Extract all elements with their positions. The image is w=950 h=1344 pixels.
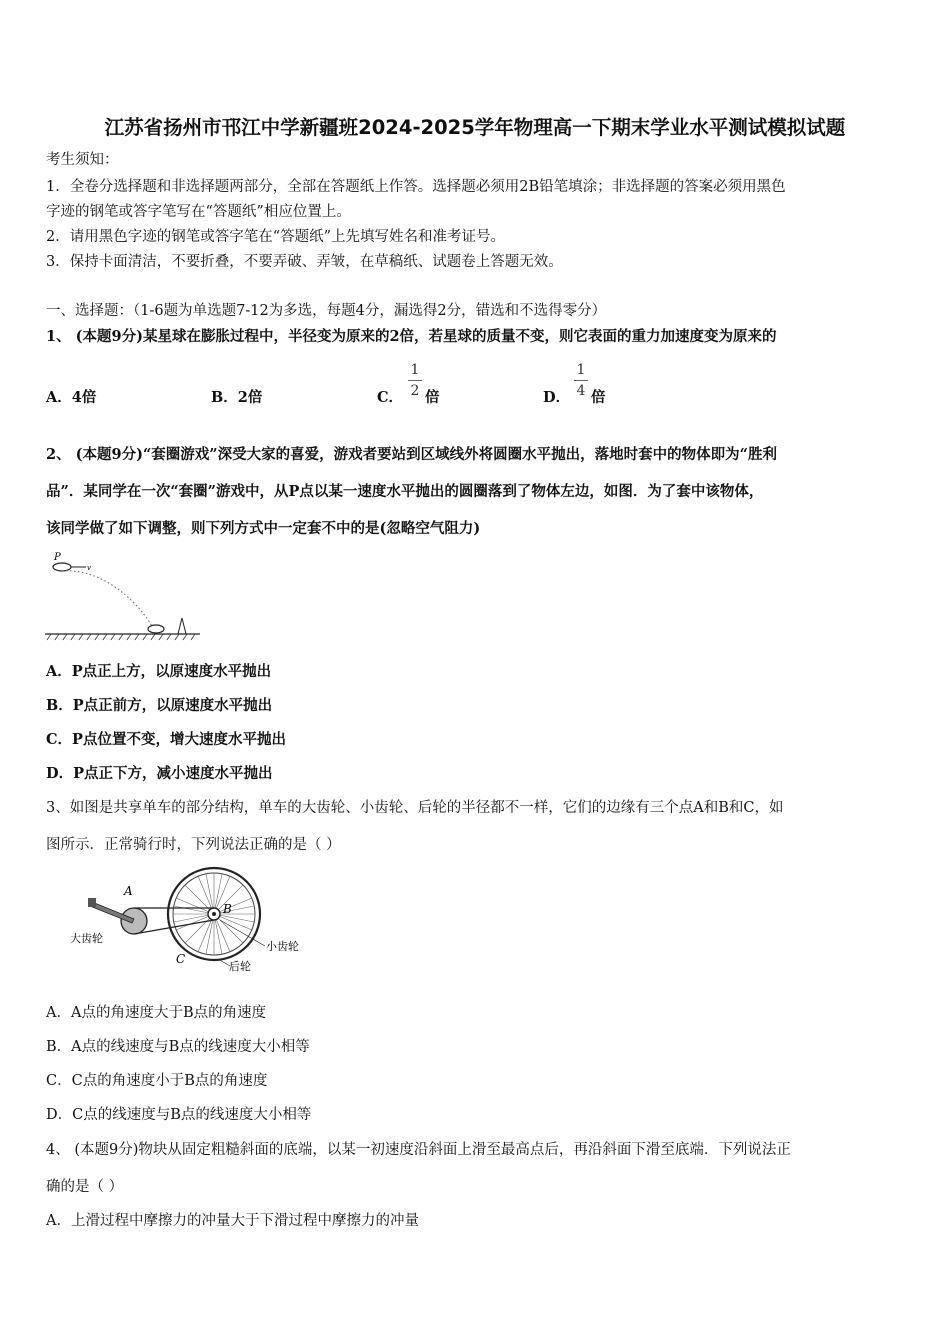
q2-stem-line-2: 品”．某同学在一次“套圈”游戏中，从P点以某一速度水平抛出的圆圈落到了物体左边，如图．为了套中该物体， — [46, 483, 764, 500]
q3-option-c: C．C点的角速度小于B点的角速度 — [46, 1073, 268, 1089]
q3-option-d: D．C点的线速度与B点的线速度大小相等 — [46, 1107, 312, 1123]
q3-stem-text: 3、如图是共享单车的部分结构，单车的大齿轮、小齿轮、后轮的半径都不一样，它们的边缘有三个点A和B和C，如 — [46, 800, 784, 816]
label-point-c: C — [176, 952, 186, 966]
q2-stem-line-3: 该同学做了如下调整，则下列方式中一定套不中的是(忽略空气阻力) — [46, 520, 481, 537]
q1-option-d-label: D． — [543, 389, 571, 406]
q1-stem: 1、 (本题9分)某星球在膨胀过程中，半径变为原来的2倍，若星球的质量不变，则它表面的重力加速度变为原来的 — [46, 328, 777, 345]
q1-option-d-fraction — [574, 362, 588, 399]
q3-option-b: B．A点的线速度与B点的线速度大小相等 — [46, 1039, 310, 1055]
q1-option-c-unit: 倍 — [425, 389, 440, 406]
fraction-numerator: 1 — [576, 362, 586, 378]
q1-option-b: B．2倍 — [211, 389, 263, 406]
exam-title: 江苏省扬州市邗江中学新疆班2024-2025学年物理高一下期末学业水平测试模拟试题 — [104, 116, 846, 139]
fraction-denominator: 2 — [410, 383, 420, 399]
q1-option-a: A．4倍 — [46, 389, 97, 406]
label-point-a: A — [124, 884, 133, 898]
notice-item-1: 1．全卷分选择题和非选择题两部分，全部在答题纸上作答。选择题必须用2B铅笔填涂；非选择题的答案必须用黑色 — [46, 179, 786, 195]
q3-stem-line-1 — [46, 798, 783, 818]
notice-item-2: 2．请用黑色字迹的钢笔或答字笔在“答题纸”上先填写姓名和准考证号。 — [46, 229, 506, 245]
q2-stem-line-1: 2、 (本题9分)“套圈游戏”深受大家的喜爱，游戏者要站到区域线外将圆圈水平抛出，落地时套中的物体即为“胜利 — [46, 446, 777, 463]
fraction-denominator: 4 — [576, 383, 586, 399]
section-heading: 一、选择题：（1-6题为单选题7-12为多选，每题4分，漏选得2分，错选和不选得零分） — [46, 303, 607, 319]
ring-toss-figure — [40, 548, 210, 644]
figure-label-p: P — [54, 552, 61, 563]
figure-label-v: v — [87, 564, 91, 572]
bicycle-gear-figure — [62, 862, 322, 977]
label-big-gear: 大齿轮 — [70, 932, 103, 945]
q4-stem-line-1: 4、 (本题9分)物块从固定粗糙斜面的底端，以某一初速度沿斜面上滑至最高点后，再沿斜面下滑至底端．下列说法正 — [46, 1142, 791, 1158]
q3-option-a: A．A点的角速度大于B点的角速度 — [46, 1005, 267, 1021]
q1-option-c-label: C． — [377, 389, 404, 406]
label-rear-wheel: 后轮 — [229, 960, 251, 973]
fraction-numerator: 1 — [410, 362, 420, 378]
pedal — [88, 898, 96, 907]
ground-hatching — [47, 634, 195, 640]
notice-item-1-cont: 字迹的钢笔或答字笔写在“答题纸”相应位置上。 — [46, 204, 351, 220]
label-small-gear: 小齿轮 — [266, 940, 299, 953]
target-object — [178, 618, 186, 634]
q2-option-a: A．P点正上方，以原速度水平抛出 — [46, 663, 272, 680]
q2-option-b: B．P点正前方，以原速度水平抛出 — [46, 697, 273, 714]
q2-option-c: C．P点位置不变，增大速度水平抛出 — [46, 731, 286, 748]
label-point-b: B — [223, 902, 232, 916]
trajectory-curve — [62, 571, 152, 626]
landed-ring — [148, 625, 164, 633]
ring-icon — [53, 563, 71, 571]
notice-item-3: 3．保持卡面清洁，不要折叠，不要弄破、弄皱，在草稿纸、试题卷上答题无效。 — [46, 254, 563, 270]
q1-option-c-fraction — [408, 362, 422, 399]
q4-stem-line-2: 确的是（ ） — [46, 1179, 124, 1195]
q3-stem-line-2: 图所示．正常骑行时，下列说法正确的是（ ） — [46, 837, 341, 853]
q2-option-d: D．P点正下方，减小速度水平抛出 — [46, 765, 273, 782]
q4-option-a: A．上滑过程中摩擦力的冲量大于下滑过程中摩擦力的冲量 — [46, 1213, 419, 1229]
notice-heading: 考生须知： — [46, 152, 119, 168]
rear-wheel — [168, 868, 260, 960]
big-gear-assembly — [88, 898, 214, 934]
q1-option-d-unit: 倍 — [591, 389, 606, 406]
